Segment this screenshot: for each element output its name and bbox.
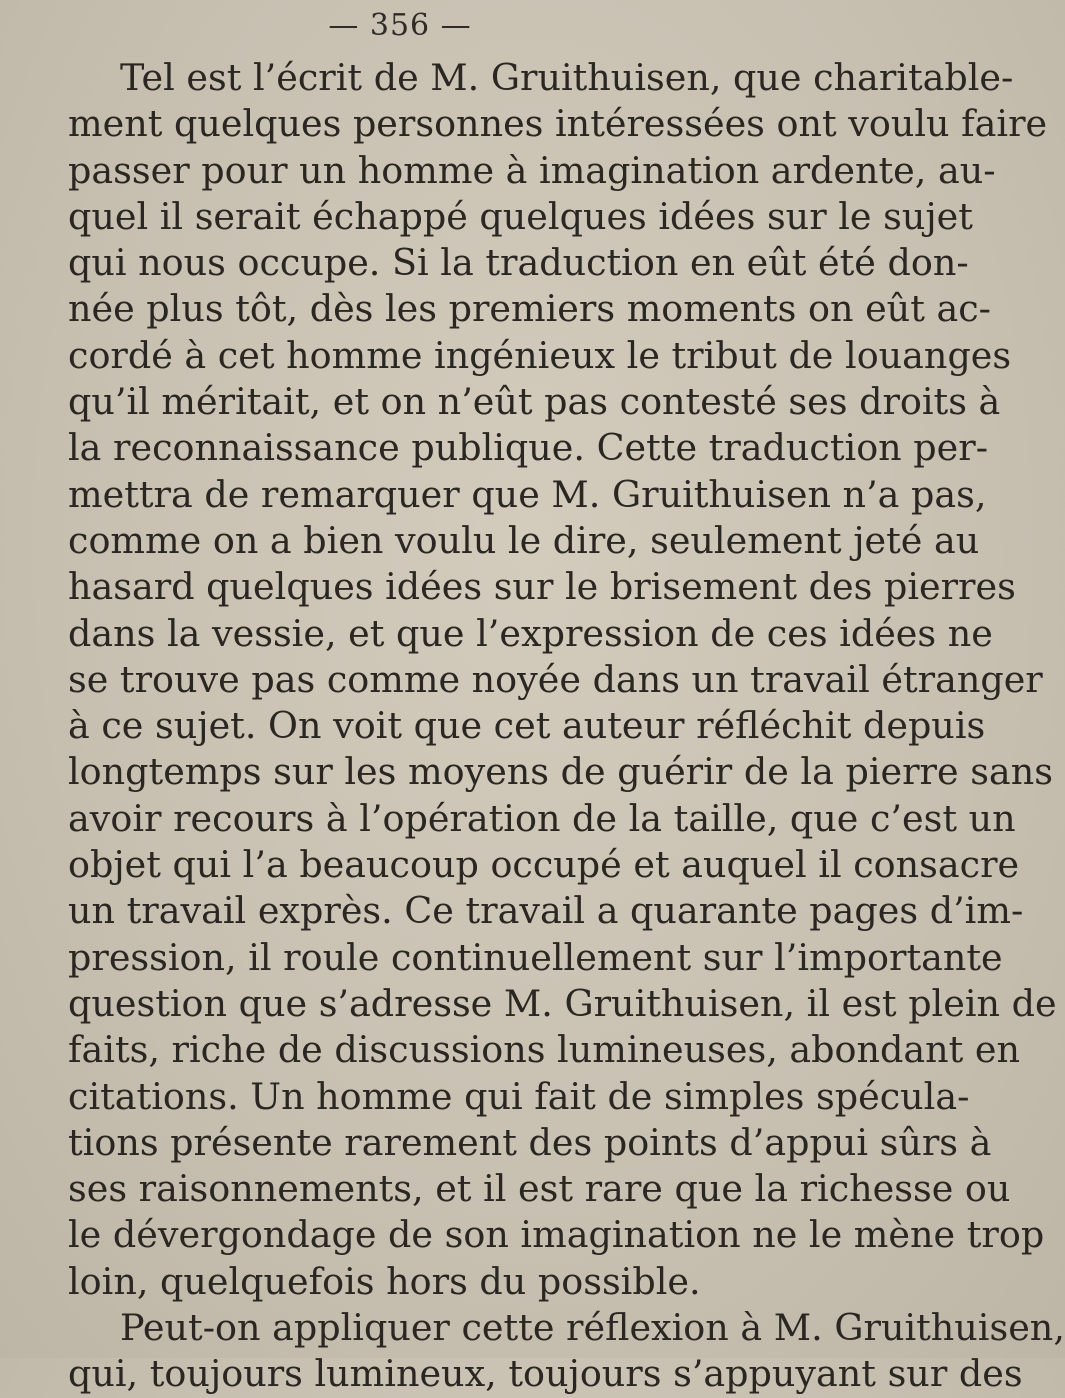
text-line: se trouve pas comme noyée dans un travail étranger	[68, 657, 1043, 701]
text-line: question que s’adresse M. Gruithuisen, il est plein de	[68, 981, 1057, 1025]
text-line: passer pour un homme à imagination ardente, au-	[68, 148, 996, 192]
text-line: tions présente rarement des points d’appui sûrs à	[68, 1120, 992, 1164]
text-line: mettra de remarquer que M. Gruithuisen n’a pas,	[68, 472, 987, 516]
text-line: Peut-on appliquer cette réflexion à M. Gruithuisen,	[120, 1306, 1065, 1350]
text-line: pression, il roule continuellement sur l’importante	[68, 935, 1003, 979]
text-line: un travail exprès. Ce travail a quarante pages d’im-	[68, 889, 1024, 933]
text-line: hasard quelques idées sur le brisement des pierres	[68, 565, 1016, 609]
text-line: à ce sujet. On voit que cet auteur réfléchit depuis	[68, 704, 986, 748]
text-line: qu’il méritait, et on n’eût pas contesté ses droits à	[68, 380, 1001, 424]
text-line: cordé à cet homme ingénieux le tribut de louanges	[68, 333, 1012, 377]
text-line: née plus tôt, dès les premiers moments on eût ac-	[68, 287, 991, 331]
text-line: ses raisonnements, et il est rare que la richesse ou	[68, 1167, 1011, 1211]
text-line: le dévergondage de son imagination ne le mène trop	[68, 1213, 1045, 1257]
text-line: qui nous occupe. Si la traduction en eût été don-	[68, 241, 969, 285]
text-line: dans la vessie, et que l’expression de ces idées ne	[68, 611, 993, 655]
text-line: quel il serait échappé quelques idées sur le sujet	[68, 194, 973, 238]
text-line: citations. Un homme qui fait de simples spécula-	[68, 1074, 970, 1118]
text-line: objet qui l’a beaucoup occupé et auquel il consacre	[68, 843, 1020, 887]
text-line: ment quelques personnes intéressées ont voulu faire	[68, 102, 1048, 146]
text-line: comme on a bien voulu le dire, seulement jeté au	[68, 518, 980, 562]
text-line: qui, toujours lumineux, toujours s’appuyant sur des	[68, 1352, 1023, 1396]
text-line: faits, riche de discussions lumineuses, abondant en	[68, 1028, 1021, 1072]
text-line: Tel est l’écrit de M. Gruithuisen, que charitable-	[120, 56, 1014, 99]
text-line: avoir recours à l’opération de la taille, que c’est un	[68, 796, 1016, 840]
text-line: longtemps sur les moyens de guérir de la pierre sans	[68, 750, 1053, 794]
text-line: loin, quelquefois hors du possible.	[68, 1259, 701, 1303]
page-number: — 356 —	[328, 8, 472, 43]
text-line: la reconnaissance publique. Cette traduction per-	[68, 426, 989, 470]
body-text	[68, 55, 1065, 1398]
